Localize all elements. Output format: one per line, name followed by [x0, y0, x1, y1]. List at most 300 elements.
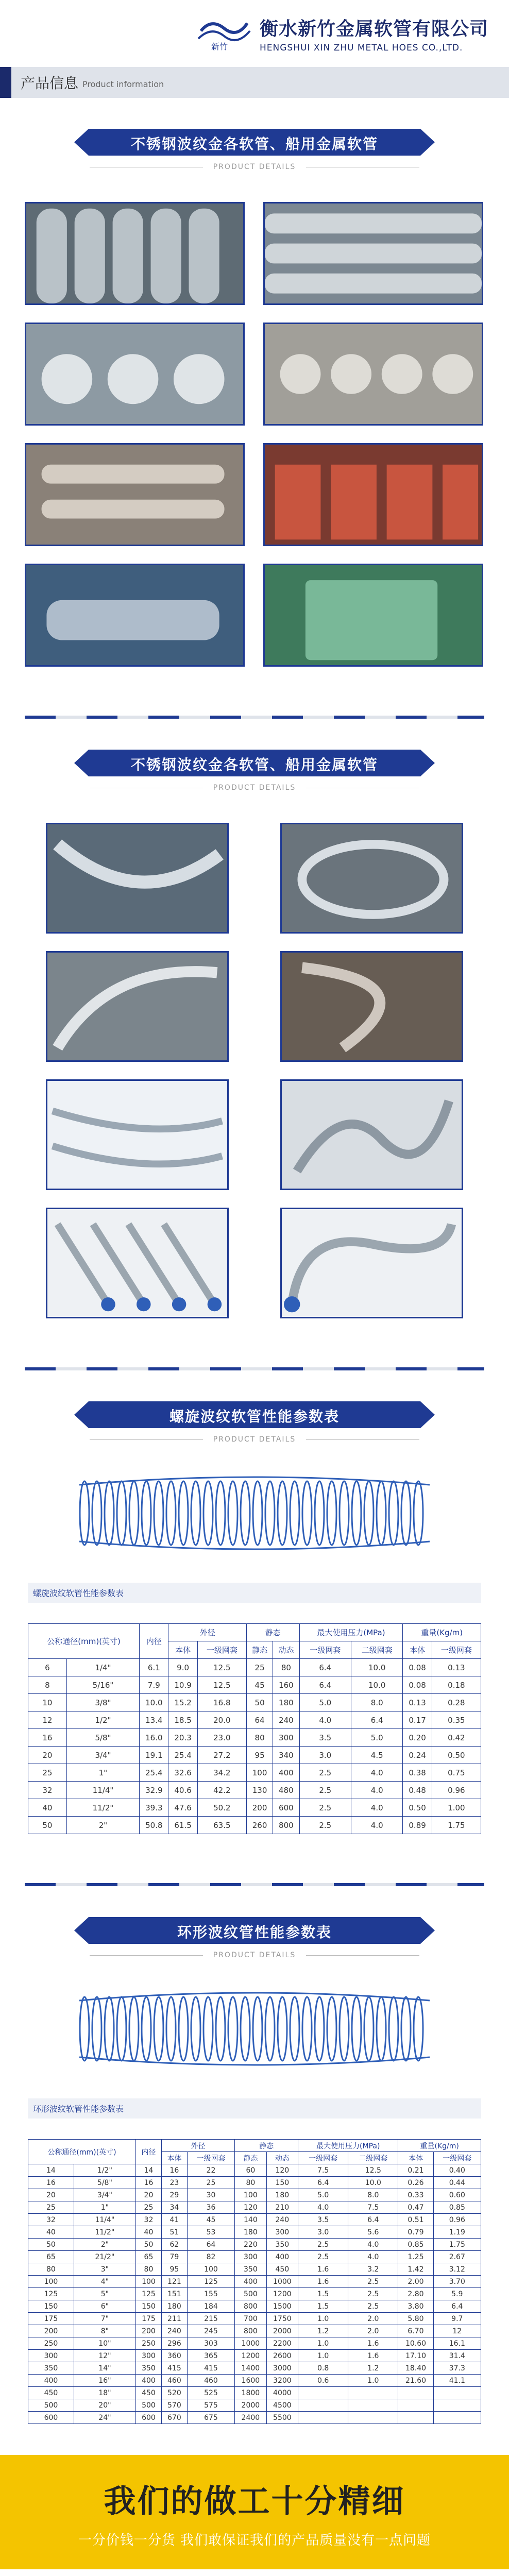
table-cell: 150	[28, 2300, 74, 2313]
table-cell: 0.96	[433, 2214, 481, 2226]
table-cell: 25	[246, 1659, 273, 1676]
info-bar-title: 产品信息	[21, 75, 79, 92]
table-cell: 64	[246, 1711, 273, 1729]
col-sub: 一级网套	[299, 1641, 351, 1659]
table-cell: 34	[161, 2201, 187, 2214]
table-cell: 0.85	[398, 2239, 433, 2251]
table-cell: 5.0	[298, 2189, 348, 2201]
col-sub: 本体	[398, 2152, 433, 2164]
company-name-en: HENGSHUI XIN ZHU METAL HOES CO.,LTD.	[259, 42, 463, 53]
table-cell: 3.12	[433, 2263, 481, 2276]
table-cell: 700	[235, 2313, 266, 2325]
section-divider	[25, 716, 484, 719]
table-row	[28, 1659, 481, 1676]
table-row	[28, 2325, 481, 2337]
table-cell: 4.0	[348, 2239, 398, 2251]
table-cell: 240	[266, 2214, 298, 2226]
coil-loop	[203, 1997, 213, 2061]
table-cell: 7.5	[298, 2164, 348, 2177]
coil-loop	[401, 1481, 411, 1545]
logo[interactable]	[196, 14, 488, 53]
coil-loop	[414, 1481, 423, 1545]
table-cell: 2.0	[348, 2325, 398, 2337]
table-cell: 36	[187, 2201, 234, 2214]
table-cell: 7.9	[140, 1676, 168, 1694]
product-photo[interactable]	[263, 564, 483, 667]
table-cell: 65	[135, 2251, 161, 2263]
table-cell: 40	[28, 1799, 67, 1817]
table-cell: 34.2	[197, 1764, 246, 1782]
table-cell	[348, 2387, 398, 2399]
table-cell: 13.4	[140, 1711, 168, 1729]
table-cell: 175	[135, 2313, 161, 2325]
table-cell	[433, 2399, 481, 2412]
table-cell: 2.5	[348, 2276, 398, 2288]
section2-photo-grid	[46, 823, 463, 1318]
table-cell: 6.4	[351, 1711, 402, 1729]
product-photo[interactable]	[46, 1079, 229, 1190]
table-cell: 7.5	[348, 2201, 398, 2214]
table-cell: 130	[246, 1782, 273, 1799]
table-cell: 20	[28, 1747, 67, 1764]
table-cell: 29	[161, 2189, 187, 2201]
table-cell: 2"	[66, 1817, 139, 1834]
coil-loop	[241, 1997, 250, 2061]
spiral-hose-drawing	[69, 1464, 440, 1562]
table-cell: 210	[266, 2201, 298, 2214]
table-cell: 2600	[266, 2350, 298, 2362]
table-cell: 1"	[74, 2201, 135, 2214]
table-row	[28, 1764, 481, 1782]
table-cell: 50.2	[197, 1799, 246, 1817]
coil-loop	[278, 1481, 287, 1545]
table-cell: 350	[235, 2263, 266, 2276]
coil-loop	[290, 1481, 299, 1545]
product-photo[interactable]	[263, 323, 483, 426]
product-photo[interactable]	[25, 443, 245, 546]
product-photo[interactable]	[46, 1208, 229, 1318]
table-cell: 525	[187, 2387, 234, 2399]
section1-photo-grid	[25, 202, 484, 667]
table-cell: 460	[187, 2375, 234, 2387]
table-cell: 415	[161, 2362, 187, 2375]
coil-loop	[352, 1481, 361, 1545]
coil-loop	[216, 1997, 225, 2061]
info-bar-subtitle: Product information	[82, 79, 164, 89]
table-cell: 20	[28, 2189, 74, 2201]
table-cell: 50	[135, 2239, 161, 2251]
table-cell: 400	[273, 1764, 299, 1782]
col-pressure: 最大使用压力(MPa)	[299, 1624, 403, 1641]
table-cell: 20"	[74, 2399, 135, 2412]
table-cell: 24"	[74, 2412, 135, 2424]
table-cell: 350	[28, 2362, 74, 2375]
table-cell: 1.6	[298, 2263, 348, 2276]
table-cell: 32.6	[168, 1764, 197, 1782]
table-cell: 2200	[266, 2337, 298, 2350]
table-cell: 1/2"	[74, 2164, 135, 2177]
col-pressure: 最大使用压力(MPa)	[298, 2140, 398, 2152]
table-cell	[348, 2412, 398, 2424]
table-cell: 3.70	[433, 2276, 481, 2288]
table-row	[28, 2239, 481, 2251]
product-photo[interactable]	[46, 951, 229, 1062]
col-sub: 静态	[235, 2152, 266, 2164]
col-sub: 一级网套	[433, 2152, 481, 2164]
table-cell: 80	[135, 2263, 161, 2276]
coil-loop	[315, 1481, 324, 1545]
table-row	[28, 1694, 481, 1711]
table-cell: 0.42	[432, 1729, 481, 1747]
table-cell: 1000	[235, 2337, 266, 2350]
table-cell: 365	[187, 2350, 234, 2362]
table-cell: 41.1	[433, 2375, 481, 2387]
table-cell	[398, 2387, 433, 2399]
table-cell: 22	[187, 2164, 234, 2177]
table-cell: 45	[187, 2214, 234, 2226]
table-cell: 31.4	[433, 2350, 481, 2362]
table-cell: 10.0	[351, 1676, 402, 1694]
coil-loop	[80, 1481, 89, 1545]
table-cell: 4.0	[348, 2251, 398, 2263]
coil-loop	[166, 1997, 176, 2061]
table-cell: 17.10	[398, 2350, 433, 2362]
table-cell: 10.60	[398, 2337, 433, 2350]
table-cell: 8.0	[351, 1694, 402, 1711]
section3-sub: PRODUCT DETAILS	[213, 1435, 296, 1444]
table-cell: 16	[28, 2177, 74, 2189]
table-cell: 20.0	[197, 1711, 246, 1729]
table-cell	[348, 2399, 398, 2412]
table-cell: 2.5	[299, 1782, 351, 1799]
table-cell: 16.8	[197, 1694, 246, 1711]
table-cell: 800	[273, 1817, 299, 1834]
product-photo[interactable]	[263, 202, 483, 305]
table-cell: 2.5	[299, 1764, 351, 1782]
table-cell: 20.3	[168, 1729, 197, 1747]
table-row	[28, 2276, 481, 2288]
table-cell: 0.6	[298, 2375, 348, 2387]
table-cell: 1.6	[348, 2350, 398, 2362]
table-cell: 5/16"	[66, 1676, 139, 1694]
logo-mark-text: 新竹	[211, 42, 228, 52]
table-row	[28, 2300, 481, 2313]
col-sub: 一级网套	[298, 2152, 348, 2164]
table-cell: 800	[235, 2325, 266, 2337]
logo-mark-icon	[196, 15, 252, 52]
table-cell: 1600	[235, 2375, 266, 2387]
table-cell: 32	[135, 2214, 161, 2226]
table-cell: 1.0	[298, 2350, 348, 2362]
coil-loop	[327, 1481, 336, 1545]
table-cell: 180	[266, 2189, 298, 2201]
table-cell: 3.2	[348, 2263, 398, 2276]
product-photo[interactable]	[46, 823, 229, 934]
table-cell: 500	[235, 2288, 266, 2300]
table-cell: 3.5	[298, 2214, 348, 2226]
table-cell: 2.5	[299, 1799, 351, 1817]
section1-sub: PRODUCT DETAILS	[213, 163, 296, 171]
table-cell: 4.0	[351, 1764, 402, 1782]
coil-loop	[203, 1481, 213, 1545]
table-cell: 1200	[266, 2288, 298, 2300]
table-cell: 450	[266, 2263, 298, 2276]
table-cell: 21.60	[398, 2375, 433, 2387]
table-cell: 3/8"	[66, 1694, 139, 1711]
col-sub: 本体	[403, 1641, 432, 1659]
coil-loop	[191, 1997, 200, 2061]
table-row	[28, 2412, 481, 2424]
coil-loop	[364, 1997, 374, 2061]
table-cell: 1"	[66, 1764, 139, 1782]
table-row	[28, 1782, 481, 1799]
table-cell: 0.08	[403, 1676, 432, 1694]
table-cell: 0.21	[398, 2164, 433, 2177]
table-cell: 0.38	[403, 1764, 432, 1782]
col-sub: 二级网套	[348, 2152, 398, 2164]
table-cell	[398, 2399, 433, 2412]
product-photo[interactable]	[263, 443, 483, 546]
table-cell: 120	[266, 2164, 298, 2177]
table-cell: 1.19	[433, 2226, 481, 2239]
table-cell: 4.0	[299, 1711, 351, 1729]
product-photo[interactable]	[25, 202, 245, 305]
table-cell	[433, 2387, 481, 2399]
col-sub: 一级网套	[432, 1641, 481, 1659]
table-cell: 300	[273, 1729, 299, 1747]
table-cell: 155	[187, 2288, 234, 2300]
coil-loop	[327, 1997, 336, 2061]
table-cell: 18.5	[168, 1711, 197, 1729]
section2-title	[59, 750, 450, 792]
table-cell: 350	[266, 2239, 298, 2251]
coil-loop	[364, 1481, 374, 1545]
coil-loop	[302, 1481, 312, 1545]
table-cell: 10.0	[140, 1694, 168, 1711]
col-inner: 内径	[140, 1624, 168, 1659]
col-outer: 外径	[168, 1624, 246, 1641]
table-row	[28, 2399, 481, 2412]
table-cell: 16.1	[433, 2337, 481, 2350]
table-cell: 1.0	[298, 2337, 348, 2350]
table-cell: 150	[135, 2300, 161, 2313]
table-cell: 1500	[266, 2300, 298, 2313]
table-cell: 300	[235, 2251, 266, 2263]
coil-loop	[302, 1997, 312, 2061]
section3-title-text: 螺旋波纹软管性能参数表	[169, 1408, 340, 1425]
table-cell: 180	[273, 1694, 299, 1711]
table-cell: 25	[135, 2201, 161, 2214]
table-cell: 3/4"	[66, 1747, 139, 1764]
table-cell: 11/2"	[66, 1799, 139, 1817]
table-cell: 9.7	[433, 2313, 481, 2325]
section-divider	[25, 1883, 484, 1886]
table-cell: 300	[28, 2350, 74, 2362]
table-cell: 2.5	[298, 2251, 348, 2263]
coil-loop	[191, 1481, 200, 1545]
table-cell: 25.4	[168, 1747, 197, 1764]
coil-loop	[265, 1481, 275, 1545]
table-cell: 151	[161, 2288, 187, 2300]
table-cell: 6.70	[398, 2325, 433, 2337]
table-cell: 14	[135, 2164, 161, 2177]
table-cell: 575	[187, 2399, 234, 2412]
table-cell: 12	[28, 1711, 67, 1729]
table-cell: 50	[246, 1694, 273, 1711]
table-cell: 296	[161, 2337, 187, 2350]
table-cell: 160	[273, 1676, 299, 1694]
table-cell: 1/2"	[66, 1711, 139, 1729]
table-cell: 6.4	[299, 1676, 351, 1694]
table-row	[28, 2251, 481, 2263]
table-cell: 18.40	[398, 2362, 433, 2375]
product-photo[interactable]	[280, 823, 463, 934]
table-cell: 79	[161, 2251, 187, 2263]
col-bend: 静态	[246, 1624, 299, 1641]
table-cell: 450	[135, 2387, 161, 2399]
coil-loop	[253, 1997, 262, 2061]
product-photo[interactable]	[280, 951, 463, 1062]
table-cell: 0.13	[432, 1659, 481, 1676]
slogan-banner	[0, 2455, 509, 2569]
table-cell: 1.2	[348, 2362, 398, 2375]
coil-loop	[241, 1481, 250, 1545]
table-cell: 51	[161, 2226, 187, 2239]
table-cell: 1.42	[398, 2263, 433, 2276]
table-cell: 180	[161, 2300, 187, 2313]
table-cell: 8	[28, 1676, 67, 1694]
table-cell: 3.5	[299, 1729, 351, 1747]
table-row	[28, 2201, 481, 2214]
table-cell	[298, 2387, 348, 2399]
table-cell: 0.18	[432, 1676, 481, 1694]
table-cell: 16	[28, 1729, 67, 1747]
table-cell: 15.2	[168, 1694, 197, 1711]
table-cell: 6.4	[299, 1659, 351, 1676]
col-sub: 本体	[168, 1641, 197, 1659]
table-cell: 11/4"	[74, 2214, 135, 2226]
table-cell: 4.0	[351, 1799, 402, 1817]
table-cell: 11/4"	[66, 1782, 139, 1799]
table-cell: 450	[28, 2387, 74, 2399]
coil-loop	[315, 1997, 324, 2061]
table-cell: 300	[266, 2226, 298, 2239]
table-cell: 23.0	[197, 1729, 246, 1747]
table-cell: 12.5	[348, 2164, 398, 2177]
table-cell: 12	[433, 2325, 481, 2337]
product-photo[interactable]	[280, 1079, 463, 1190]
table-cell: 21/2"	[74, 2251, 135, 2263]
table-cell: 25	[28, 1764, 67, 1782]
table-cell	[298, 2399, 348, 2412]
coil-loop	[142, 1997, 151, 2061]
table-cell: 16	[161, 2164, 187, 2177]
table-cell: 32	[28, 1782, 67, 1799]
table-cell: 0.96	[432, 1782, 481, 1799]
table-cell: 62	[161, 2239, 187, 2251]
product-photo[interactable]	[25, 323, 245, 426]
table-cell: 100	[235, 2189, 266, 2201]
table-cell: 0.51	[398, 2214, 433, 2226]
coil-loop	[142, 1481, 151, 1545]
table-cell: 215	[187, 2313, 234, 2325]
table-cell: 460	[161, 2375, 187, 2387]
coil-loop	[179, 1481, 188, 1545]
table-cell: 2"	[74, 2239, 135, 2251]
table-cell: 14	[28, 2164, 74, 2177]
table-cell: 500	[135, 2399, 161, 2412]
table-cell: 140	[235, 2214, 266, 2226]
annular-table-caption: 环形波纹软管性能参数表	[28, 2098, 481, 2119]
table-cell	[298, 2412, 348, 2424]
table-cell: 2.5	[298, 2239, 348, 2251]
table-cell: 125	[28, 2288, 74, 2300]
table-cell: 4.0	[298, 2201, 348, 2214]
product-info-bar	[0, 67, 509, 98]
table-row	[28, 1799, 481, 1817]
table-cell: 5/8"	[74, 2177, 135, 2189]
table-cell: 8.0	[348, 2189, 398, 2201]
table-cell: 47.6	[168, 1799, 197, 1817]
table-row	[28, 2177, 481, 2189]
table-cell: 1.0	[348, 2375, 398, 2387]
table-cell: 1.25	[398, 2251, 433, 2263]
company-name-cn: 衡水新竹金属软管有限公司	[259, 18, 488, 40]
table-cell: 45	[246, 1676, 273, 1694]
table-cell: 1750	[266, 2313, 298, 2325]
table-cell: 4500	[266, 2399, 298, 2412]
table-cell: 100	[28, 2276, 74, 2288]
table-cell: 25	[28, 2201, 74, 2214]
table-cell: 0.47	[398, 2201, 433, 2214]
table-cell	[398, 2412, 433, 2424]
table-row	[28, 2189, 481, 2201]
table-cell: 1.6	[348, 2337, 398, 2350]
table-cell: 16	[135, 2177, 161, 2189]
table-cell: 4.5	[351, 1747, 402, 1764]
coil-loop	[129, 1481, 139, 1545]
table-cell: 20	[135, 2189, 161, 2201]
table-cell: 40	[28, 2226, 74, 2239]
table-cell: 800	[235, 2300, 266, 2313]
table-cell: 2.80	[398, 2288, 433, 2300]
table-cell: 0.26	[398, 2177, 433, 2189]
coil-loop	[92, 1481, 101, 1545]
section4-sub: PRODUCT DETAILS	[213, 1951, 296, 1959]
spiral-spec-table	[28, 1623, 481, 1834]
table-cell: 520	[161, 2387, 187, 2399]
table-cell: 6	[28, 1659, 67, 1676]
table-cell: 0.24	[403, 1747, 432, 1764]
product-photo[interactable]	[280, 1208, 463, 1318]
product-photo[interactable]	[25, 564, 245, 667]
section4-title-text: 环形波纹管性能参数表	[177, 1924, 332, 1941]
coil-loop	[129, 1997, 139, 2061]
col-bend: 静态	[235, 2140, 298, 2152]
table-cell: 600	[28, 2412, 74, 2424]
table-cell: 16.0	[140, 1729, 168, 1747]
table-cell: 65	[28, 2251, 74, 2263]
table-cell: 0.20	[403, 1729, 432, 1747]
coil-loop	[80, 1997, 89, 2061]
table-cell: 2.5	[348, 2288, 398, 2300]
table-cell: 5.80	[398, 2313, 433, 2325]
table-cell: 220	[235, 2239, 266, 2251]
table-cell: 500	[28, 2399, 74, 2412]
section4-title	[59, 1917, 450, 1959]
table-cell: 2.67	[433, 2251, 481, 2263]
table-row	[28, 1711, 481, 1729]
